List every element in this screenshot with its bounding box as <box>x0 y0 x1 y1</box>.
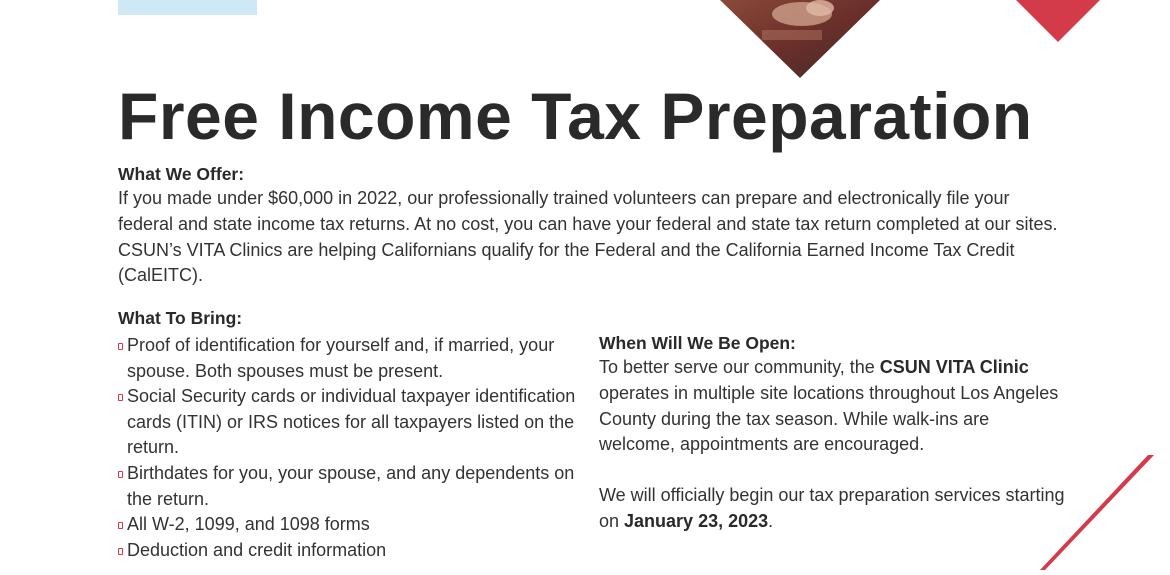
bullet-icon <box>118 394 123 401</box>
offer-section <box>118 164 1068 289</box>
bring-heading: What To Bring: <box>118 308 243 328</box>
list-item <box>118 538 588 564</box>
list-item-text: All W-2, 1099, and 1098 forms <box>127 514 370 535</box>
list-item <box>118 333 588 384</box>
bring-section <box>118 308 588 563</box>
open-paragraph-2 <box>599 483 1069 535</box>
list-item <box>118 461 588 512</box>
list-item-text: Birthdates for you, your spouse, and any dependents on the return. <box>127 462 575 509</box>
bullet-icon <box>118 343 123 350</box>
list-item <box>118 384 588 461</box>
bullet-icon <box>118 471 123 478</box>
list-item-text: Social Security cards or individual taxpayer identification cards (ITIN) or IRS notices for all taxpayers listed on the return. <box>127 386 576 458</box>
offer-heading: What We Offer: <box>118 164 245 184</box>
page-title: Free Income Tax Preparation <box>118 79 1033 153</box>
bullet-icon <box>118 522 123 529</box>
red-triangle-decoration <box>1016 0 1100 42</box>
open-p1-text-end: operates in multiple site locations throughout Los Angeles County during the tax season. While walk-ins are welcome, appointments are encouraged. <box>599 382 1059 455</box>
header-photo <box>720 0 880 78</box>
list-item <box>118 512 588 538</box>
bring-list <box>118 333 588 563</box>
open-p2-text-end: . <box>768 510 774 531</box>
open-paragraph-1 <box>599 355 1069 458</box>
open-p1-text: To better serve our community, the <box>599 357 880 377</box>
top-blue-tab <box>118 0 257 15</box>
open-p2-text: We will officially begin our tax preparation services starting on <box>599 485 1065 531</box>
list-item-text: Deduction and credit information <box>127 539 387 560</box>
clinic-name: CSUN VITA Clinic <box>879 357 1029 377</box>
start-date: January 23, 2023 <box>624 510 769 531</box>
open-section <box>599 333 1069 535</box>
bullet-icon <box>118 548 123 555</box>
open-heading: When Will We Be Open: <box>599 333 796 353</box>
list-item-text: Proof of identification for yourself and, if married, your spouse. Both spouses must be present. <box>127 335 555 381</box>
offer-body: If you made under $60,000 in 2022, our professionally trained volunteers can prepare and electronically file your federal and state income tax returns. At no cost, you can have your federal and state tax return completed at our sites. CSUN’s VITA Clinics are helping Californians qualify for the Federal and the California Earned Income Tax Credit (CalEITC). <box>118 188 1058 286</box>
